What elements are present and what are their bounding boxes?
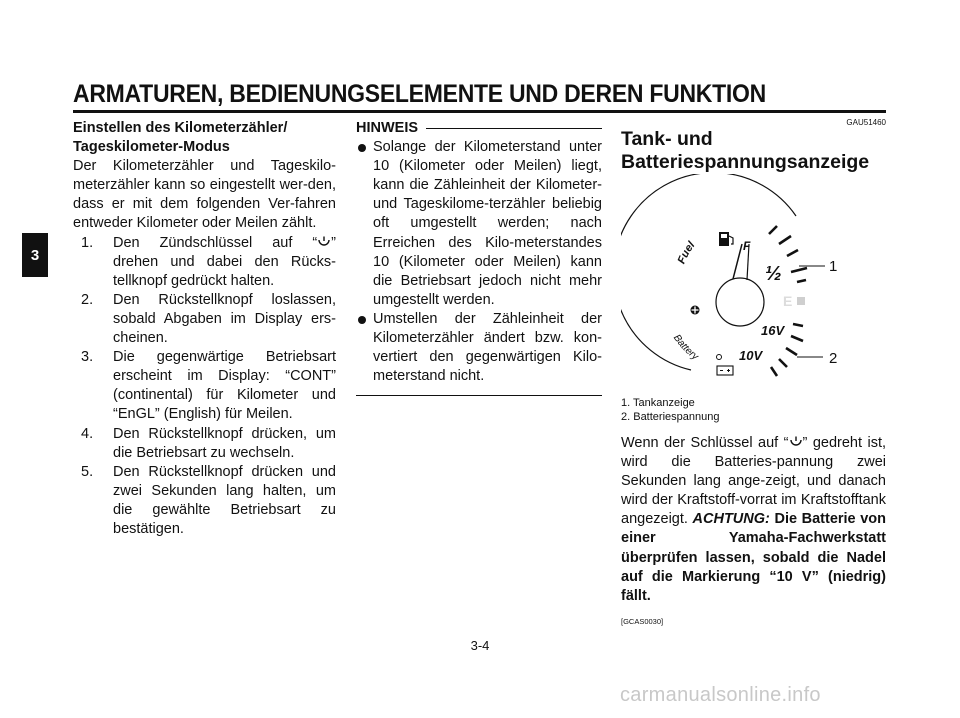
step-text-pre: Den Zündschlüssel auf “ <box>113 234 318 251</box>
battery-icon <box>717 366 733 375</box>
column-1 <box>73 119 336 539</box>
step-text: Den Rückstellknopf drücken und zwei Sekunden lang halten, um die gewählte Betriebsart zu bestätigen. <box>113 463 336 537</box>
fuel-empty-block <box>797 297 805 305</box>
ignition-on-icon <box>317 236 331 248</box>
warning-code: [GCAS0030] <box>621 616 664 626</box>
step-text: Den Rückstellknopf drücken, um die Betriebsart zu wechseln. <box>113 425 336 461</box>
section-title-line2: Tageskilometer-Modus <box>73 139 230 156</box>
body-text-post: ” gedreht ist, wird die Batteries-pannung zwei Sekunden lang ange-zeigt, und danach wird der Kraftstoff-vorrat im Kraftstofftank angezeigt. <box>621 435 886 528</box>
step-item <box>73 234 336 291</box>
hinweis-bullets <box>356 138 602 386</box>
section-title-line1: Tank- und <box>621 128 713 150</box>
warning-text: Die Batterie von einer Yamaha-Fachwerkstatt überprüfen lassen, sobald die Nadel auf die Markierung “10 V” (niedrig) fällt. <box>621 511 887 604</box>
step-item <box>73 348 336 424</box>
step-number: 3. <box>81 349 94 366</box>
step-number: 4. <box>81 425 94 442</box>
chapter-tab: 3 <box>22 233 48 277</box>
watermark: carmanualsonline.info <box>620 684 821 706</box>
page-number: 3-4 <box>470 638 490 653</box>
column-2 <box>356 119 602 396</box>
header-rule <box>73 110 886 113</box>
battery-16v-mark: 16V <box>761 323 785 338</box>
step-text-post: ” drehen und dabei den Rücks-tellknopf gedrückt halten. <box>113 234 336 289</box>
body-text-pre: Wenn der Schlüssel auf “ <box>621 435 789 451</box>
battery-indicator-dot <box>717 355 722 360</box>
gauge-figure <box>621 174 886 396</box>
battery-10v-mark: 10V <box>739 348 763 363</box>
warning-label: ACHTUNG: <box>692 511 770 528</box>
steps-list <box>73 234 336 540</box>
hinweis-label: HINWEIS <box>356 120 419 136</box>
gauge-hub <box>716 278 764 326</box>
body-paragraph <box>621 434 886 606</box>
gauge-illustration <box>621 174 886 396</box>
hinweis-bullet-item: Solange der Kilometerstand unter 10 (Kilometer oder Meilen) liegt, kann die Zähleinheit der Kilometer- und Tageskilome-terzähler beliebig oft umgestellt werden; nach Erreichen des Kilo-meterstandes 10 (Kilometer oder Meilen) kann die Betriebsart jedoch nicht mehr umgestellt werden. <box>356 138 602 310</box>
hinweis-end-rule <box>356 395 602 396</box>
step-number: 2. <box>81 291 94 308</box>
step-number: 5. <box>81 463 94 480</box>
figure-captions <box>621 396 886 424</box>
caption-item: 1. Tankanzeige <box>621 397 695 409</box>
fuel-half-mark: ½ <box>765 263 782 285</box>
caption-item: 2. Batteriespannung <box>621 411 720 423</box>
gauge-needle <box>733 244 742 279</box>
fuel-empty-mark: E <box>783 293 793 309</box>
hinweis-bullet-item: Umstellen der Zähleinheit der Kilometerzähler ändert bzw. kon-vertiert den gegenwärtigen Kilo-meterstand nicht. <box>356 310 602 386</box>
fuel-full-mark: F <box>743 239 751 253</box>
ignition-on-icon <box>789 436 803 448</box>
step-text: Die gegenwärtige Betriebsart erscheint im Display: “CONT” (continental) für Kilometer und “EnGL” (English) für Meilen. <box>113 349 336 423</box>
column-3 <box>621 119 886 631</box>
callout-1: 1 <box>829 258 838 275</box>
battery-arc-label: Battery <box>670 332 701 363</box>
fuel-pump-icon <box>719 232 733 246</box>
section-title-line2: Batteriespannungsanzeige <box>621 151 870 173</box>
step-item <box>73 291 336 348</box>
callout-2: 2 <box>829 350 838 367</box>
fuel-arc-label: Fuel <box>675 239 698 266</box>
step-number: 1. <box>81 234 94 251</box>
intro-paragraph: Der Kilometerzähler und Tageskilo-meterzähler kann so eingestellt wer-den, dass er mit dem folgenden Ver-fahren entweder Kilometer oder Meilen zählt. <box>73 158 336 232</box>
step-item <box>73 425 336 463</box>
hinweis-rule <box>426 128 602 129</box>
step-text: Den Rückstellknopf loslassen, sobald Abgaben im Display ers-cheinen. <box>113 291 336 347</box>
hinweis-heading <box>356 119 602 138</box>
section-code: GAU51460 <box>846 118 886 127</box>
section-title-line1: Einstellen des Kilometerzähler/ <box>73 120 288 136</box>
step-item <box>73 463 336 539</box>
page-header-title: ARMATUREN, BEDIENUNGSELEMENTE UND DEREN FUNKTION <box>73 80 766 108</box>
plus-symbol-icon <box>691 306 700 315</box>
